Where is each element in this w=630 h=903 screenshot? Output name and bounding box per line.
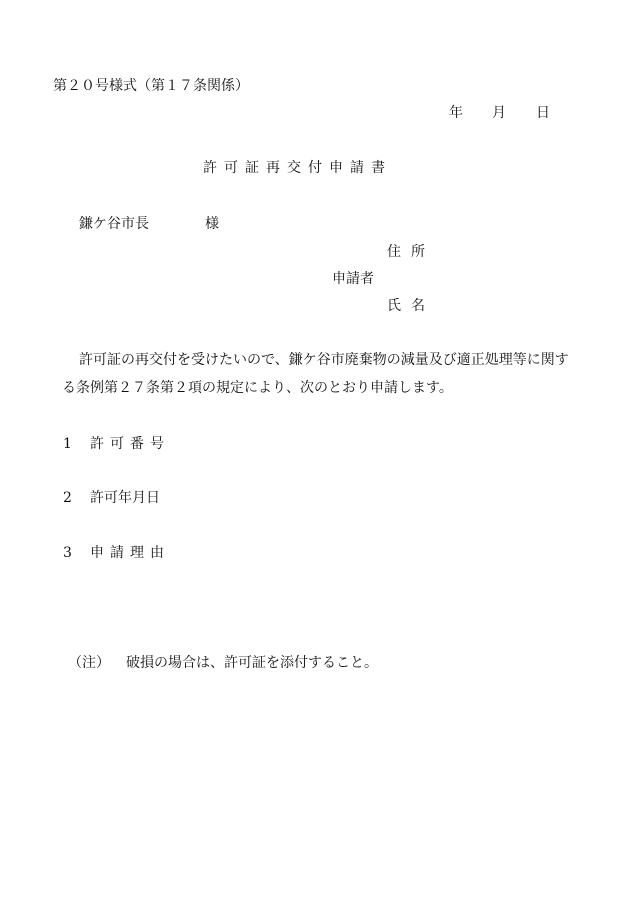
note-text: 破損の場合は、許可証を添付すること。 — [126, 655, 378, 671]
date-day-label: 日 — [536, 105, 550, 121]
address-label: 住所 — [387, 244, 435, 260]
item-permit-date — [63, 491, 160, 505]
form-number: 第２０号様式（第１７条関係） — [53, 78, 249, 94]
document-title: 許可証再交付申請書 — [203, 160, 392, 176]
note — [68, 656, 378, 670]
item-reason — [63, 546, 170, 560]
addressee: 鎌ケ谷市長 — [79, 216, 149, 232]
item-permit-number — [63, 437, 170, 451]
item-label: 許可番号 — [90, 436, 170, 452]
honorific: 様 — [205, 216, 219, 232]
item-label: 許可年月日 — [90, 490, 160, 506]
item-number: 3 — [63, 545, 72, 561]
applicant-label: 申請者 — [332, 271, 374, 287]
item-number: 1 — [63, 436, 72, 452]
date-year-label: 年 — [449, 105, 463, 121]
note-marker: （注） — [68, 655, 110, 671]
body-text-line-2: る条例第２７条第２項の規定により、次のとおり申請します。 — [62, 380, 453, 396]
date-month-label: 月 — [492, 105, 506, 121]
body-text-line-1: 許可証の再交付を受けたいので、鎌ケ谷市廃棄物の減量及び適正処理等に関す — [79, 352, 569, 368]
item-label: 申請理由 — [90, 545, 170, 561]
item-number: 2 — [63, 490, 72, 506]
name-label: 氏名 — [387, 298, 435, 314]
